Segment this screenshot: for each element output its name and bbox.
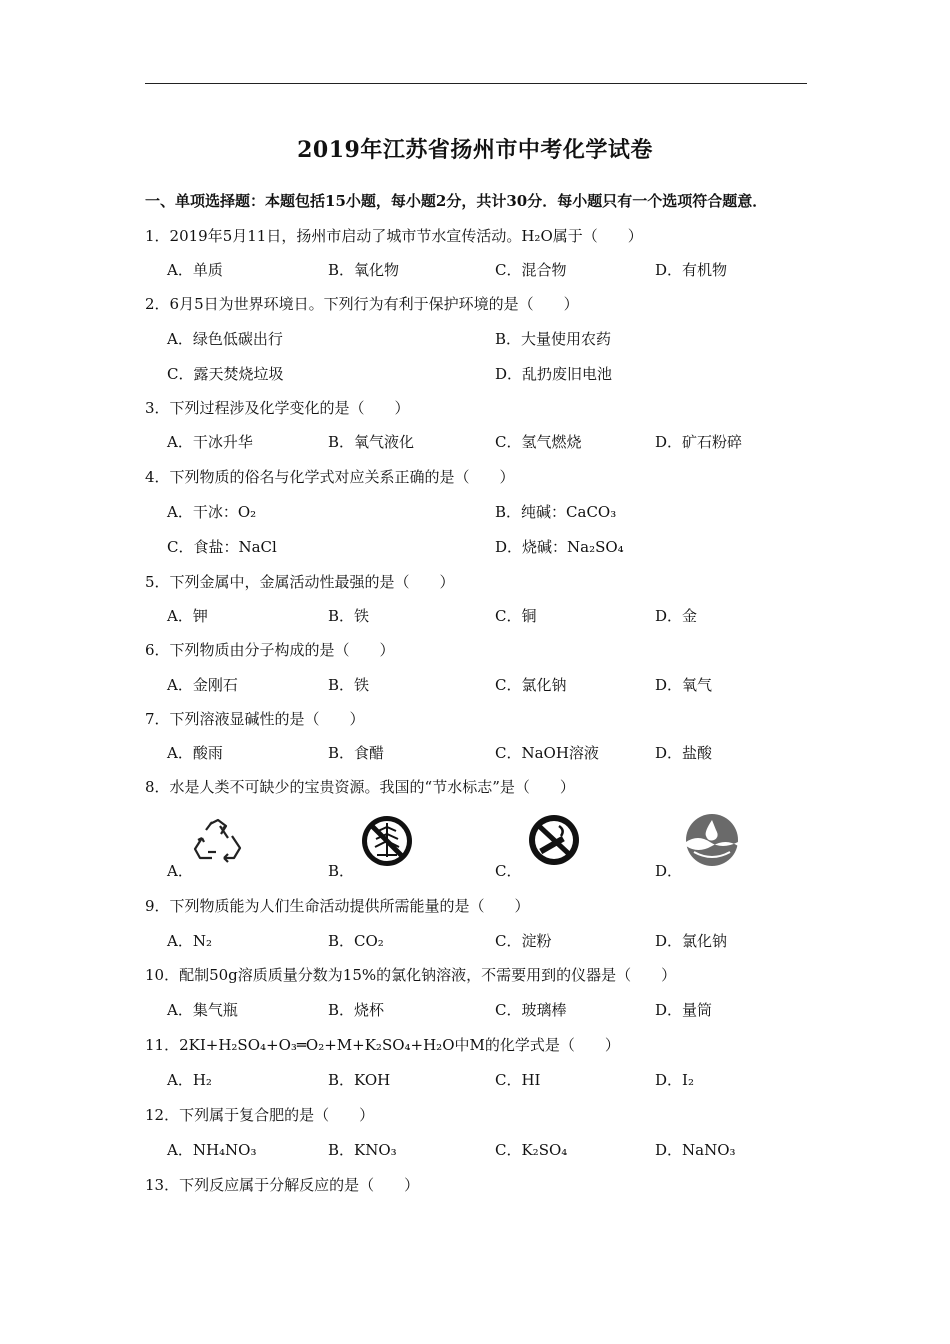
question-12-option-d[interactable]: D．NaNO₃ (655, 1141, 736, 1159)
question-12-stem: 12．下列属于复合肥的是（ ） (145, 1106, 375, 1124)
question-9-option-a[interactable]: A．N₂ (167, 932, 212, 950)
question-3-option-d[interactable]: D．矿石粉碎 (655, 433, 743, 451)
question-2-stem: 2．6月5日为世界环境日。下列行为有利于保护环境的是（ ） (145, 295, 579, 313)
question-3-option-b[interactable]: B．氧气液化 (328, 433, 415, 451)
question-9-stem: 9．下列物质能为人们生命活动提供所需能量的是（ ） (145, 897, 530, 915)
water-saving-icon (684, 812, 740, 868)
recycle-icon (190, 818, 246, 868)
question-8-option-c[interactable]: C． (495, 862, 522, 880)
question-8-option-b[interactable]: B． (328, 862, 355, 880)
question-8-option-a[interactable]: A． (167, 862, 193, 880)
question-10-option-b[interactable]: B．烧杯 (328, 1001, 385, 1019)
question-11-option-b[interactable]: B．KOH (328, 1071, 391, 1089)
section-heading: 一、单项选择题：本题包括15小题，每小题2分，共计30分．每小题只有一个选项符合题意． (145, 192, 768, 210)
question-2-option-c[interactable]: C．露天焚烧垃圾 (167, 365, 284, 383)
question-13-stem: 13．下列反应属于分解反应的是（ ） (145, 1176, 420, 1194)
question-7-option-d[interactable]: D．盐酸 (655, 744, 713, 762)
question-7-option-a[interactable]: A．酸雨 (167, 744, 223, 762)
question-12-option-a[interactable]: A．NH₄NO₃ (167, 1141, 257, 1159)
question-12-option-c[interactable]: C．K₂SO₄ (495, 1141, 568, 1159)
question-10-stem: 10．配制50g溶质质量分数为15%的氯化钠溶液，不需要用到的仪器是（ ） (145, 966, 677, 984)
question-10-option-c[interactable]: C．玻璃棒 (495, 1001, 567, 1019)
question-3-stem: 3．下列过程涉及化学变化的是（ ） (145, 399, 410, 417)
question-8-option-d[interactable]: D． (655, 862, 683, 880)
header-rule (145, 83, 807, 84)
question-2-option-a[interactable]: A．绿色低碳出行 (167, 330, 283, 348)
question-5-option-a[interactable]: A．钾 (167, 607, 208, 625)
question-10-option-d[interactable]: D．量筒 (655, 1001, 713, 1019)
question-8-stem: 8．水是人类不可缺少的宝贵资源。我国的“节水标志”是（ ） (145, 778, 575, 796)
question-4-option-d[interactable]: D．烧碱：Na₂SO₄ (495, 538, 624, 556)
question-7-option-b[interactable]: B．食醋 (328, 744, 385, 762)
question-1-option-b[interactable]: B．氧化物 (328, 261, 400, 279)
no-logging-icon (358, 813, 416, 869)
question-6-option-c[interactable]: C．氯化钠 (495, 676, 567, 694)
question-4-option-a[interactable]: A．干冰：O₂ (167, 503, 257, 521)
question-7-stem: 7．下列溶液显碱性的是（ ） (145, 710, 365, 728)
question-4-option-c[interactable]: C．食盐：NaCl (167, 538, 277, 556)
question-9-option-b[interactable]: B．CO₂ (328, 932, 384, 950)
no-smoking-icon (525, 812, 583, 868)
question-5-option-d[interactable]: D．金 (655, 607, 698, 625)
question-1-stem: 1．2019年5月11日，扬州市启动了城市节水宣传活动。H₂O属于（ ） (145, 227, 643, 245)
question-5-option-c[interactable]: C．铜 (495, 607, 537, 625)
question-5-stem: 5．下列金属中，金属活动性最强的是（ ） (145, 573, 455, 591)
question-9-option-d[interactable]: D．氯化钠 (655, 932, 728, 950)
question-4-option-b[interactable]: B．纯碱：CaCO₃ (495, 503, 617, 521)
question-11-option-d[interactable]: D．I₂ (655, 1071, 694, 1089)
question-10-option-a[interactable]: A．集气瓶 (167, 1001, 238, 1019)
question-1-option-a[interactable]: A．单质 (167, 261, 223, 279)
question-6-stem: 6．下列物质由分子构成的是（ ） (145, 641, 395, 659)
question-1-option-d[interactable]: D．有机物 (655, 261, 728, 279)
question-6-option-d[interactable]: D．氧气 (655, 676, 713, 694)
question-11-option-a[interactable]: A．H₂ (167, 1071, 212, 1089)
page-title: 2019年江苏省扬州市中考化学试卷 (297, 137, 653, 163)
question-2-option-b[interactable]: B．大量使用农药 (495, 330, 612, 348)
question-11-option-c[interactable]: C．HI (495, 1071, 541, 1089)
question-9-option-c[interactable]: C．淀粉 (495, 932, 552, 950)
question-12-option-b[interactable]: B．KNO₃ (328, 1141, 397, 1159)
question-6-option-a[interactable]: A．金刚石 (167, 676, 238, 694)
question-3-option-c[interactable]: C．氢气燃烧 (495, 433, 582, 451)
question-5-option-b[interactable]: B．铁 (328, 607, 370, 625)
question-1-option-c[interactable]: C．混合物 (495, 261, 567, 279)
question-11-stem: 11．2KI+H₂SO₄+O₃═O₂+M+K₂SO₄+H₂O中M的化学式是（ ） (145, 1036, 620, 1054)
question-6-option-b[interactable]: B．铁 (328, 676, 370, 694)
question-7-option-c[interactable]: C．NaOH溶液 (495, 744, 599, 762)
question-3-option-a[interactable]: A．干冰升华 (167, 433, 253, 451)
question-2-option-d[interactable]: D．乱扔废旧电池 (495, 365, 613, 383)
question-4-stem: 4．下列物质的俗名与化学式对应关系正确的是（ ） (145, 468, 515, 486)
